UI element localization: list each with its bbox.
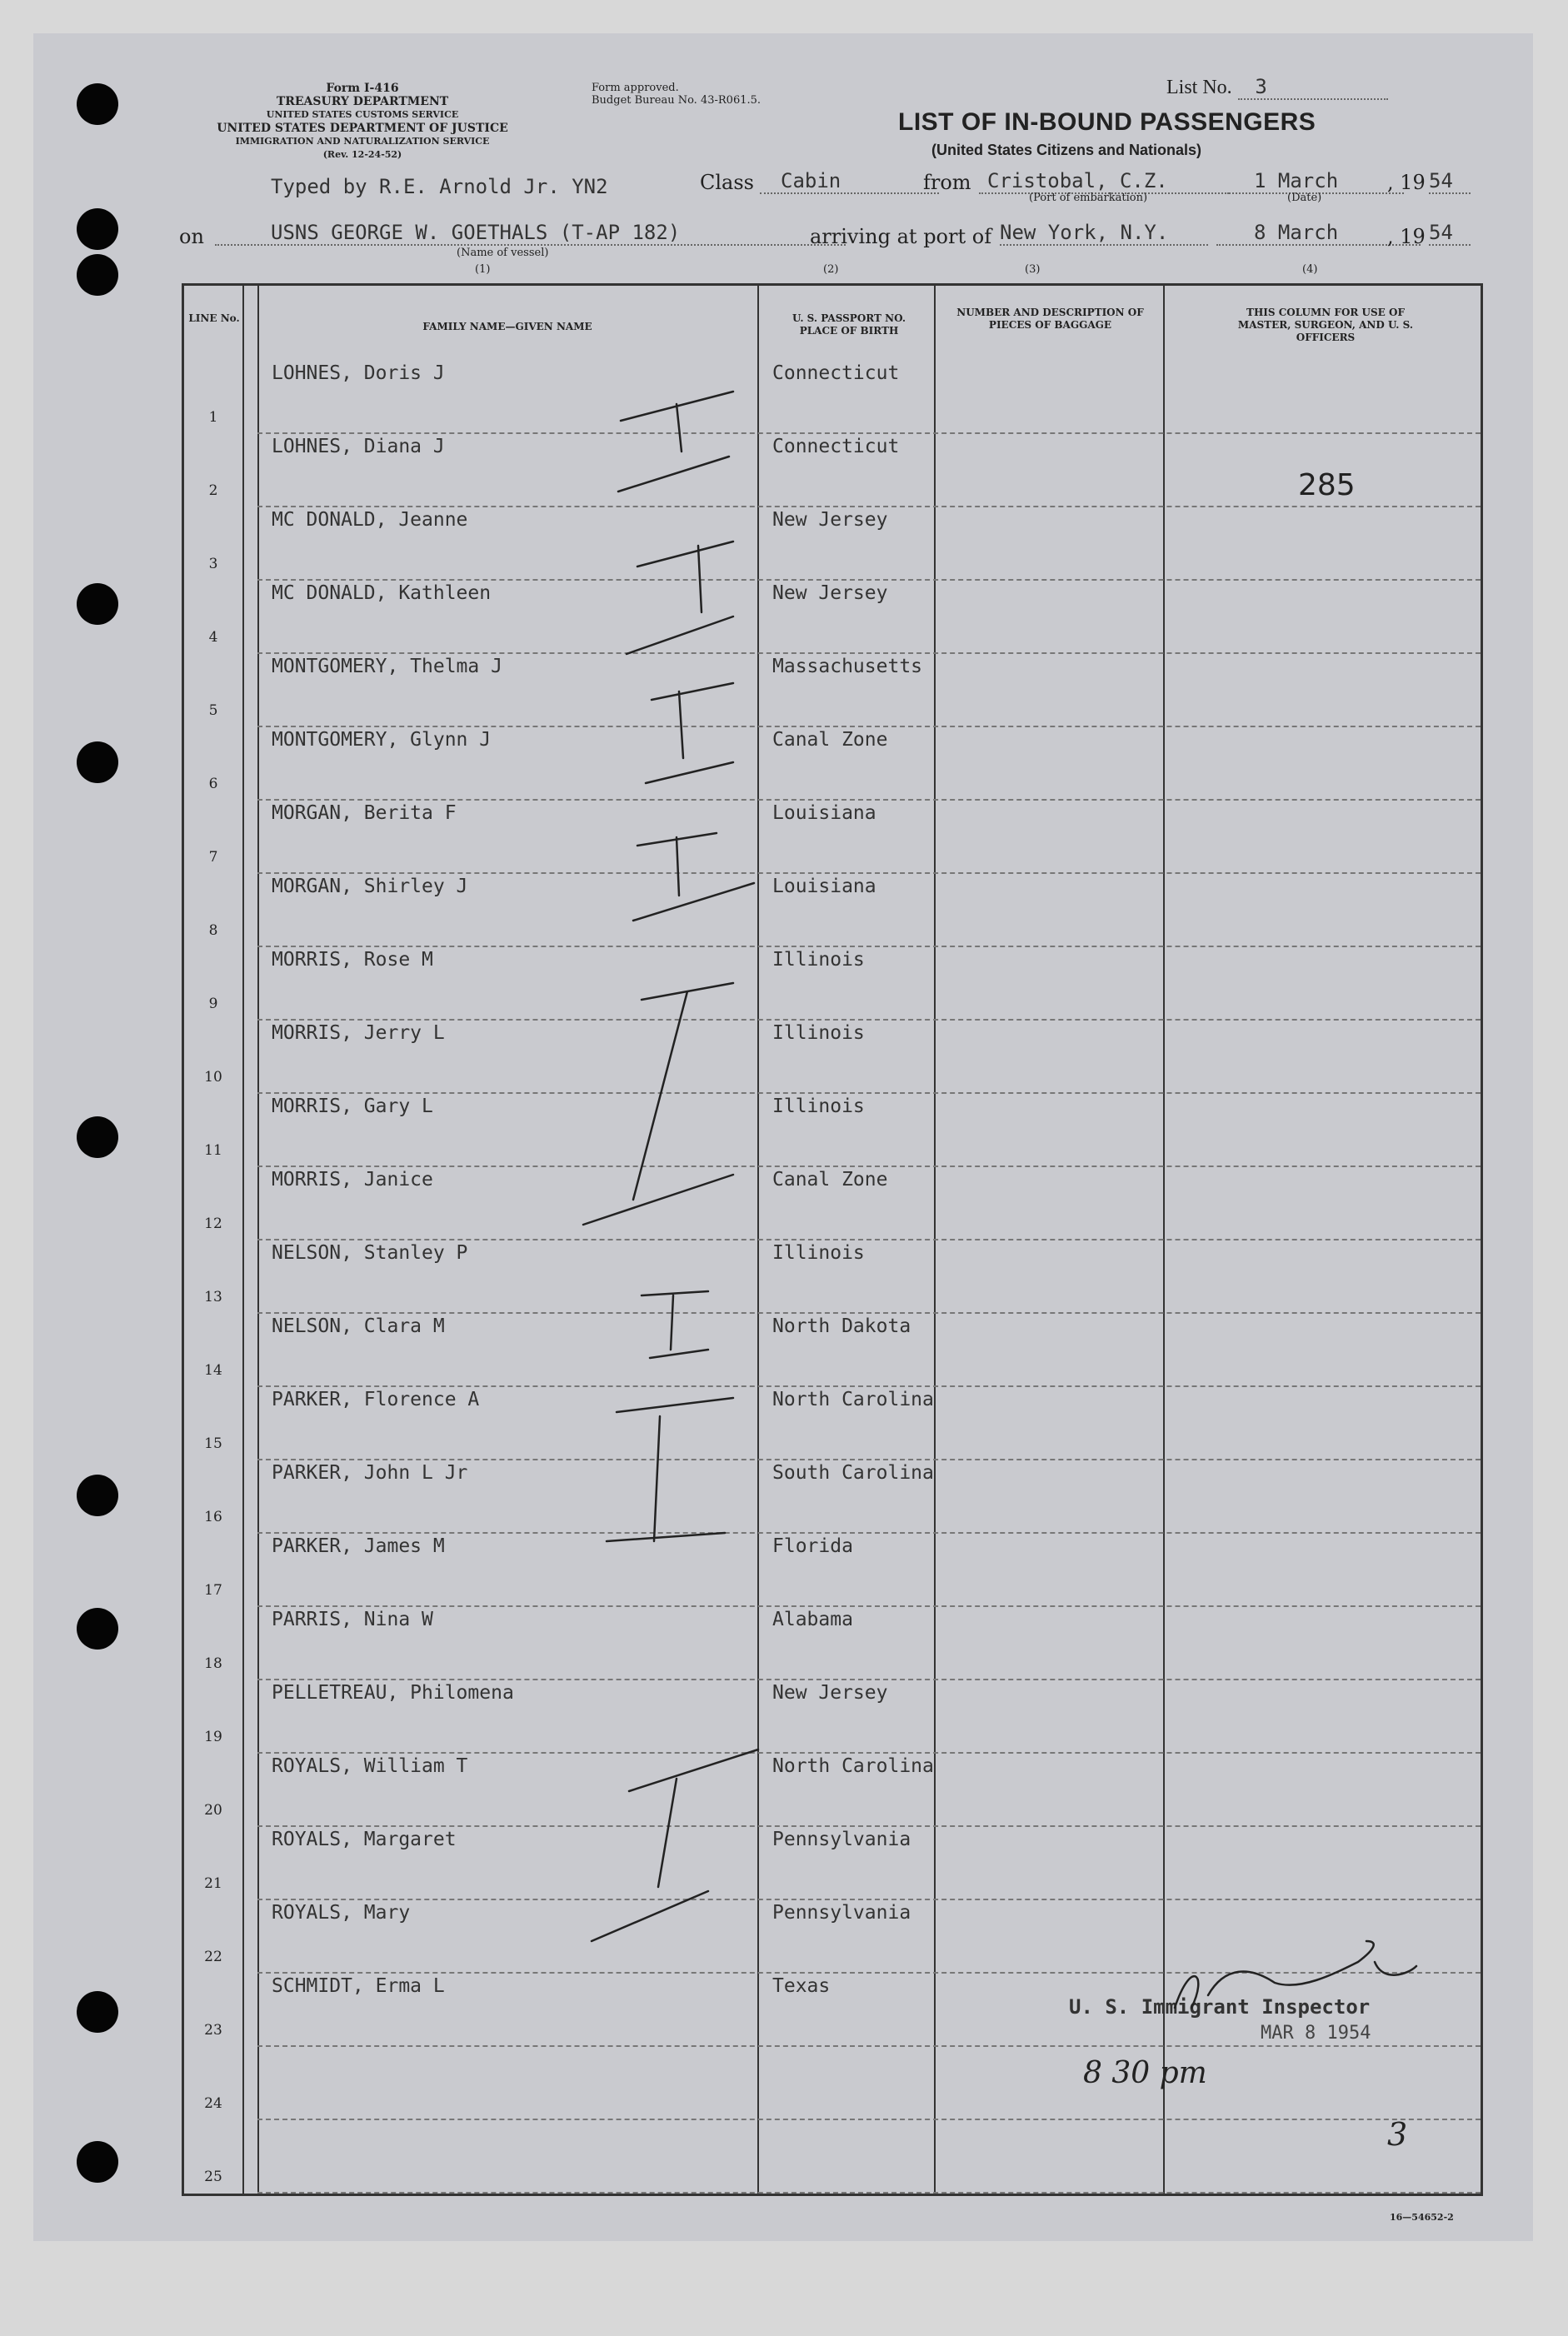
place-of-birth: North Carolina: [772, 1755, 934, 1777]
place-of-birth: South Carolina: [772, 1462, 934, 1484]
line-number: 19: [204, 1729, 222, 1745]
customs-service: UNITED STATES CUSTOMS SERVICE: [266, 109, 459, 120]
departure-year: 54: [1429, 169, 1471, 194]
arrival-date: 8 March: [1216, 221, 1421, 246]
column-number: (2): [823, 263, 839, 276]
header-passport: U. S. PASSPORT NO. PLACE OF BIRTH: [791, 312, 906, 337]
place-of-birth: North Carolina: [772, 1389, 934, 1410]
arrival-port: New York, N.Y.: [1000, 221, 1208, 246]
list-label: List No.: [1166, 77, 1232, 98]
check-mark: [627, 542, 733, 654]
port-of-embarkation: Cristobal, C.Z.: [979, 169, 1229, 194]
column-number: (3): [1025, 263, 1041, 276]
justice-dept: UNITED STATES DEPARTMENT OF JUSTICE: [217, 122, 508, 135]
line-number: 24: [204, 2095, 222, 2112]
treasury-dept: TREASURY DEPARTMENT: [276, 95, 449, 108]
arriving-label: arriving at port of: [810, 225, 992, 248]
class-value: Cabin: [760, 169, 939, 194]
line-number: 5: [208, 702, 218, 719]
header-name: FAMILY NAME—GIVEN NAME: [422, 321, 592, 332]
place-of-birth: Louisiana: [772, 802, 876, 824]
on-label: on: [179, 225, 204, 248]
line-number: 25: [204, 2169, 222, 2185]
place-of-birth: Texas: [772, 1975, 831, 1997]
check-mark: [642, 1291, 708, 1358]
line-number: 18: [204, 1655, 222, 1672]
ins-service: IMMIGRATION AND NATURALIZATION SERVICE: [235, 136, 490, 147]
header-officers: THIS COLUMN FOR USE OF MASTER, SURGEON, AND U. S. OFFICERS: [1237, 307, 1414, 343]
passenger-name: MONTGOMERY, Glynn J: [272, 729, 492, 751]
line-number: 17: [204, 1582, 222, 1599]
line-number: 4: [208, 629, 218, 646]
passenger-name: NELSON, Clara M: [272, 1315, 445, 1337]
check-mark: [633, 833, 754, 921]
budget-bureau: Budget Bureau No. 43-R061.5.: [592, 94, 762, 107]
place-of-birth: Illinois: [772, 1242, 865, 1264]
place-of-birth: Pennsylvania: [772, 1829, 911, 1850]
inspector-signature: [1175, 1941, 1416, 2008]
check-mark: [618, 392, 733, 492]
line-number: 1: [208, 409, 218, 426]
passenger-name: PARKER, James M: [272, 1535, 445, 1557]
place-of-birth: New Jersey: [772, 582, 888, 604]
footer-code: 16—54652-2: [1390, 2212, 1454, 2223]
passenger-name: MONTGOMERY, Thelma J: [272, 656, 502, 677]
passenger-name: PARKER, John L Jr: [272, 1462, 468, 1484]
passenger-count: 285: [1298, 468, 1356, 502]
place-of-birth: Massachusetts: [772, 656, 923, 677]
place-of-birth: Connecticut: [772, 362, 900, 384]
line-number: 21: [204, 1875, 222, 1892]
embarkation-caption: (Port of embarkation): [1029, 192, 1148, 204]
inspector-stamp: U. S. Immigrant Inspector: [1069, 1995, 1371, 2019]
line-number: 7: [208, 849, 218, 866]
document-subtitle: (United States Citizens and Nationals): [931, 142, 1202, 158]
line-number: 12: [204, 1215, 222, 1232]
line-number: 14: [204, 1362, 222, 1379]
line-number: 23: [204, 2022, 222, 2039]
check-mark: [583, 983, 733, 1225]
class-label: Class: [700, 171, 754, 194]
inspection-date-stamp: MAR 8 1954: [1261, 2023, 1371, 2044]
vessel-name: USNS GEORGE W. GOETHALS (T-AP 182): [215, 221, 846, 246]
typed-by: Typed by R.E. Arnold Jr. YN2: [271, 175, 608, 198]
line-number: 16: [204, 1509, 222, 1525]
place-of-birth: Canal Zone: [772, 729, 888, 751]
passenger-name: NELSON, Stanley P: [272, 1242, 468, 1264]
header-line-no: LINE No.: [188, 312, 240, 324]
passenger-name: MORRIS, Jerry L: [272, 1022, 445, 1044]
revision-date: (Rev. 12-24-52): [322, 149, 402, 160]
line-number: 6: [208, 776, 218, 792]
passenger-name: MORRIS, Gary L: [272, 1096, 433, 1117]
arrival-year: 54: [1429, 221, 1471, 246]
place-of-birth: Canal Zone: [772, 1169, 888, 1190]
handwritten-time-note: 8 30 pm: [1083, 2056, 1207, 2090]
check-mark: [592, 1750, 758, 1941]
place-of-birth: Pennsylvania: [772, 1902, 911, 1924]
passenger-name: MORRIS, Rose M: [272, 949, 433, 971]
check-mark: [646, 683, 733, 783]
passenger-name: MC DONALD, Kathleen: [272, 582, 492, 604]
column-number: (4): [1302, 263, 1318, 276]
passenger-name: ROYALS, Margaret: [272, 1829, 457, 1850]
list-number: 3: [1238, 75, 1388, 100]
from-label: from: [923, 171, 971, 194]
passenger-name: ROYALS, William T: [272, 1755, 468, 1777]
line-number: 3: [208, 556, 218, 572]
line-number: 2: [208, 482, 218, 499]
column-number: (1): [475, 263, 491, 276]
line-number: 8: [208, 922, 218, 939]
departure-date: 1 March: [1229, 169, 1404, 194]
line-number: 9: [208, 996, 218, 1012]
header-baggage: NUMBER AND DESCRIPTION OF PIECES OF BAGGAGE: [956, 307, 1144, 331]
passenger-name: MORRIS, Janice: [272, 1169, 433, 1190]
line-number: 20: [204, 1802, 222, 1819]
departure-year-prefix: , 19: [1387, 171, 1426, 194]
passenger-name: PARRIS, Nina W: [272, 1609, 433, 1630]
passenger-name: LOHNES, Diana J: [272, 436, 445, 457]
line-number: 15: [204, 1435, 222, 1452]
passenger-name: LOHNES, Doris J: [272, 362, 445, 384]
passenger-name: MORGAN, Berita F: [272, 802, 457, 824]
passenger-name: SCHMIDT, Erma L: [272, 1975, 445, 1997]
place-of-birth: Illinois: [772, 949, 865, 971]
passenger-name: PARKER, Florence A: [272, 1389, 480, 1410]
check-mark: [607, 1398, 733, 1541]
arrival-year-prefix: , 19: [1387, 225, 1426, 248]
form-approved: Form approved.: [592, 82, 679, 94]
line-number: 10: [204, 1069, 222, 1086]
place-of-birth: Connecticut: [772, 436, 900, 457]
place-of-birth: New Jersey: [772, 509, 888, 531]
place-of-birth: Florida: [772, 1535, 853, 1557]
date-caption: (Date): [1287, 192, 1322, 204]
passenger-name: MC DONALD, Jeanne: [272, 509, 468, 531]
place-of-birth: Louisiana: [772, 876, 876, 897]
place-of-birth: Illinois: [772, 1022, 865, 1044]
line-number: 22: [204, 1949, 222, 1965]
line-number: 11: [204, 1142, 222, 1159]
passenger-name: MORGAN, Shirley J: [272, 876, 468, 897]
form-number: Form I-416: [326, 82, 399, 95]
passenger-name: PELLETREAU, Philomena: [272, 1682, 514, 1704]
vessel-caption: (Name of vessel): [457, 247, 549, 259]
passenger-name: ROYALS, Mary: [272, 1902, 411, 1924]
line-number: 13: [204, 1289, 222, 1305]
place-of-birth: New Jersey: [772, 1682, 888, 1704]
handwritten-page-mark: 3: [1387, 2116, 1408, 2153]
document-title: LIST OF IN-BOUND PASSENGERS: [898, 108, 1316, 136]
place-of-birth: Illinois: [772, 1096, 865, 1117]
place-of-birth: Alabama: [772, 1609, 853, 1630]
place-of-birth: North Dakota: [772, 1315, 911, 1337]
